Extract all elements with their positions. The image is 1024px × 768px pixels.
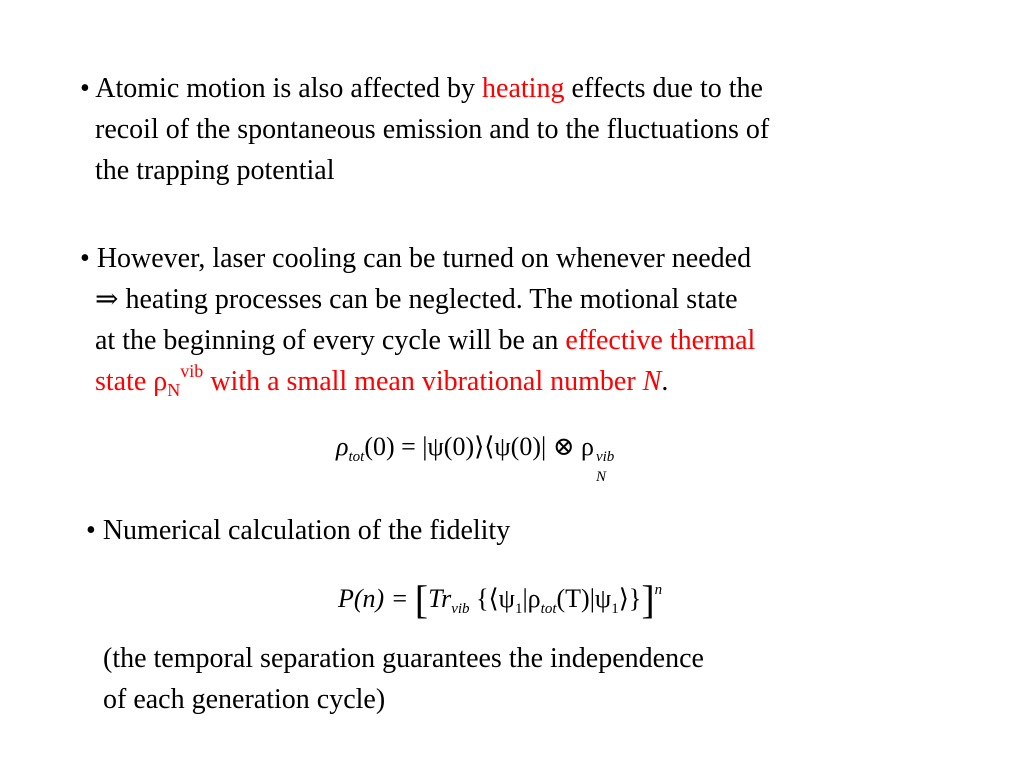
subscript-tot: tot (540, 601, 557, 617)
subscript-1: 1 (514, 601, 523, 617)
text-span: . (661, 366, 669, 397)
equation-part: |ρ (522, 584, 541, 613)
highlight-heating: heating (482, 73, 565, 104)
variable-N: N (642, 366, 662, 397)
paragraph-heating (80, 68, 980, 191)
text-span: However, laser cooling can be turned on whenever needed (96, 243, 752, 274)
rho-symbol: ρ (336, 432, 349, 461)
paragraph-fidelity (86, 510, 786, 551)
highlight-effective-thermal: effective thermal (565, 325, 756, 356)
text-span: with a small mean vibrational number (203, 366, 643, 397)
paragraph-heating-line2: recoil of the spontaneous emission and to the fluctuations of (95, 114, 770, 145)
bullet: • (80, 243, 90, 274)
subscript: N (167, 380, 181, 400)
implies-symbol: ⇒ (95, 284, 119, 315)
paragraph-heating-line1 (80, 68, 980, 109)
superscript: vib (180, 361, 204, 381)
superscript-vib: vib (595, 449, 615, 465)
subscript-tot: tot (348, 449, 365, 465)
paragraph-laser-line3 (80, 320, 980, 361)
equation-initial-state (336, 432, 624, 485)
equation-part: (T)|ψ (556, 584, 612, 613)
equation-lhs: P(n) = (338, 584, 415, 613)
subscript-vib: vib (451, 601, 470, 617)
paragraph-note-line2: of each generation cycle) (103, 684, 386, 715)
highlight-state (95, 361, 662, 400)
bullet: • (86, 515, 96, 546)
equation-part: {⟨ψ (469, 584, 515, 613)
bullet: • (80, 73, 90, 104)
paragraph-fidelity-line1 (86, 510, 786, 551)
equation-part: ⟩} (618, 584, 642, 613)
paragraph-laser-line1 (80, 238, 980, 279)
text-span: heating processes can be neglected. The motional state (118, 284, 738, 315)
equation-fidelity (338, 576, 662, 623)
text-span: at the beginning of every cycle will be an (95, 325, 566, 356)
subscript-N: N (595, 469, 606, 485)
subscript-1: 1 (611, 601, 619, 617)
text-span: state ρ (95, 366, 168, 397)
equation-body: (0) = |ψ(0)⟩⟨ψ(0)| ⊗ ρ (364, 432, 594, 461)
bracket-open: [ (414, 577, 429, 622)
text-span: Atomic motion is also affected by (95, 73, 483, 104)
text-span: effects due to the (564, 73, 763, 104)
paragraph-heating-line3: the trapping potential (95, 155, 335, 186)
paragraph-laser-cooling (80, 238, 980, 402)
paragraph-laser-line2 (80, 279, 980, 320)
text-span: Numerical calculation of the fidelity (102, 515, 511, 546)
paragraph-laser-line4 (80, 361, 980, 402)
bracket-close: ] (641, 577, 655, 622)
trace-symbol: Tr (428, 584, 452, 613)
paragraph-temporal-note (103, 638, 903, 720)
paragraph-note-line1: (the temporal separation guarantees the independence (103, 643, 704, 674)
superscript-n: n (654, 582, 663, 598)
